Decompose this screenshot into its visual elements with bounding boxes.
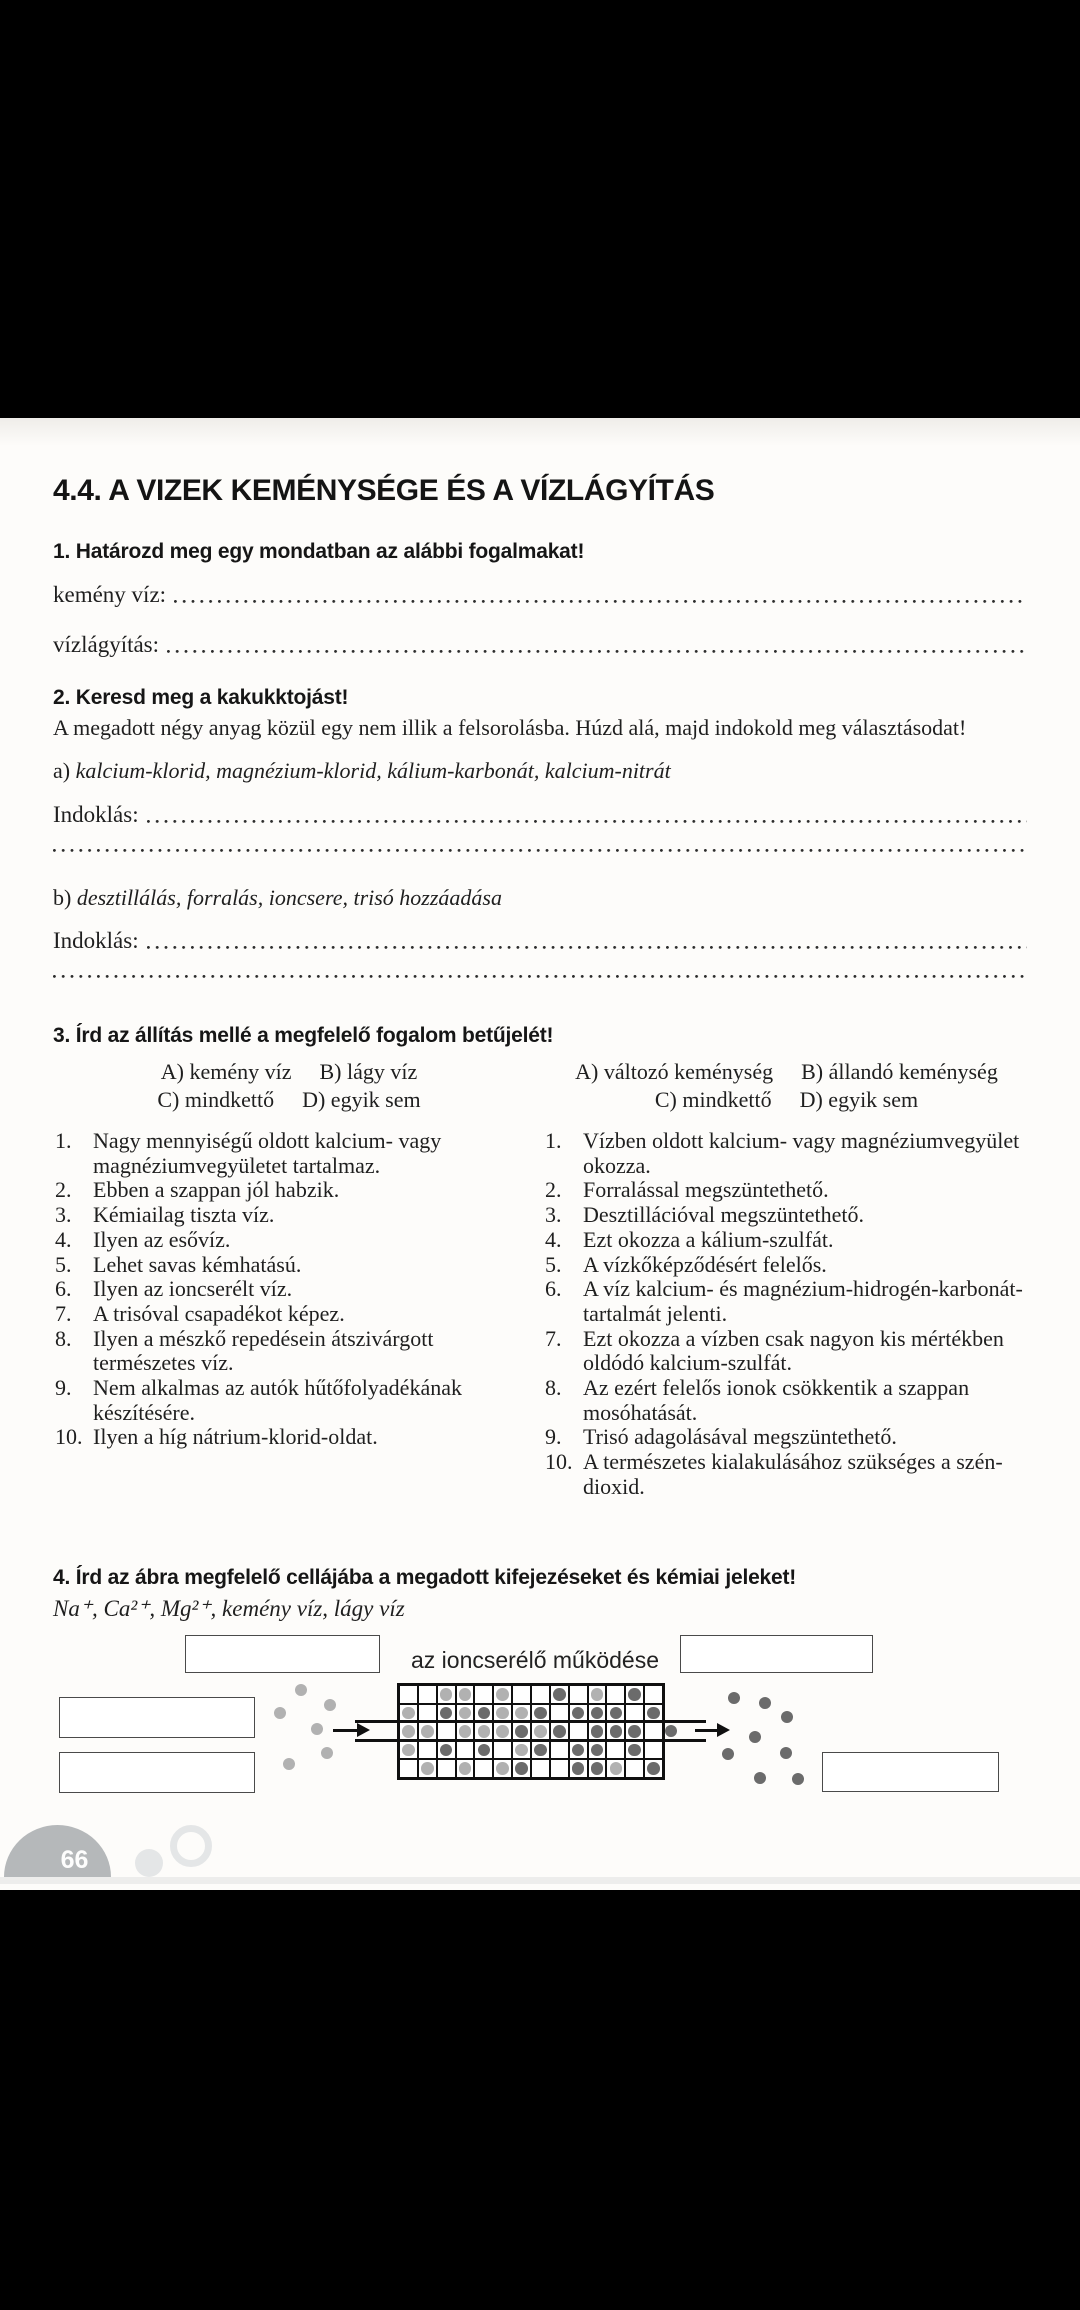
outflow-arrow-icon: [695, 1729, 718, 1732]
reason-label: Indoklás:: [53, 928, 139, 953]
resin-cell: [532, 1742, 549, 1759]
resin-cell: [475, 1686, 492, 1703]
statement-number: 1.: [55, 1128, 72, 1153]
statement-item: [545, 1178, 1028, 1203]
resin-cell: [607, 1760, 624, 1777]
resin-cell: [589, 1686, 606, 1703]
task3-right-column: [545, 1058, 1028, 1500]
ion-exchanger-diagram: [0, 1635, 1080, 1810]
dark-ion-dot: [591, 1744, 604, 1757]
statement-text: Nem alkalmas az autók hűtőfolyadékának készítésére.: [93, 1375, 462, 1425]
light-ion-dot: [459, 1725, 472, 1738]
resin-cell: [513, 1686, 530, 1703]
resin-cell: [626, 1723, 643, 1740]
word-list-a: [53, 758, 671, 784]
resin-cell: [457, 1723, 474, 1740]
statement-item: [55, 1178, 523, 1203]
resin-cell: [457, 1742, 474, 1759]
output-ion-dot: [728, 1692, 740, 1704]
dark-ion-dot: [572, 1707, 585, 1720]
answer-box-bottom-left: [59, 1752, 255, 1793]
output-ion-dot: [781, 1711, 793, 1723]
statement-text: Nagy mennyiségű oldott kalcium- vagy magnéziumvegyületet tartalmaz.: [93, 1128, 442, 1178]
outflow-arrowhead-icon: [717, 1723, 730, 1737]
word-list-b-items: desztillálás, forralás, ioncsere, trisó hozzáadása: [76, 885, 502, 910]
answer-line-softening: [53, 632, 1027, 658]
dark-ion-dot: [572, 1762, 585, 1775]
statement-text: A természetes kialakulásához szükséges a szén-dioxid.: [583, 1449, 1003, 1499]
light-ion-dot: [402, 1744, 415, 1757]
pipe-wall-bottom: [355, 1739, 706, 1743]
light-ion-dot: [591, 1688, 604, 1701]
input-ion-dot: [274, 1707, 286, 1719]
resin-cell: [494, 1742, 511, 1759]
option-label-b: B) állandó keménység: [801, 1059, 998, 1084]
answer-line-label: vízlágyítás:: [53, 632, 160, 657]
resin-cell: [532, 1760, 549, 1777]
resin-cell: [551, 1742, 568, 1759]
statement-text: Forralással megszüntethető.: [583, 1177, 829, 1203]
statement-number: 4.: [545, 1226, 562, 1252]
dotted-fill-line: [147, 820, 1027, 823]
dotted-fill-line: [147, 946, 1027, 949]
answer-line-label: kemény víz:: [53, 582, 167, 607]
light-ion-dot: [440, 1688, 453, 1701]
resin-cell: [589, 1760, 606, 1777]
chemical-terms-line: Na⁺, Ca²⁺, Mg²⁺, kemény víz, lágy víz: [53, 1596, 405, 1621]
statement-item: [545, 1253, 1028, 1278]
resin-cell: [589, 1723, 606, 1740]
resin-cell: [551, 1686, 568, 1703]
statement-text: Ebben a szappan jól habzik.: [93, 1177, 340, 1203]
option-label-a: A) változó keménység: [575, 1059, 774, 1084]
statement-number: 7.: [55, 1300, 72, 1326]
resin-cell: [457, 1686, 474, 1703]
dark-ion-dot: [628, 1744, 641, 1757]
dark-ion-dot: [478, 1707, 491, 1720]
statement-item: [545, 1425, 1028, 1450]
statement-item: [545, 1450, 1028, 1499]
answer-line-hard-water: [53, 582, 1027, 608]
option-label-d: D) egyik sem: [799, 1086, 919, 1112]
statement-number: 1.: [545, 1128, 562, 1153]
option-row: [545, 1086, 1028, 1114]
statement-number: 8.: [55, 1325, 72, 1351]
resin-cell: [551, 1723, 568, 1740]
statement-text: Ezt okozza a vízben csak nagyon kis mértékben oldódó kalcium-szulfát.: [583, 1325, 1004, 1376]
statement-item: [55, 1327, 523, 1376]
statement-list-right: [545, 1129, 1028, 1500]
option-label-a: A) kemény víz: [160, 1059, 292, 1084]
resin-cell: [570, 1742, 587, 1759]
light-ion-dot: [421, 1725, 434, 1738]
dark-ion-dot: [628, 1688, 641, 1701]
pipe-wall-top: [355, 1720, 706, 1724]
output-ion-dot: [759, 1697, 771, 1709]
resin-cell: [589, 1742, 606, 1759]
resin-cell: [419, 1723, 436, 1740]
input-ion-dot: [321, 1747, 333, 1759]
light-ion-dot: [496, 1725, 509, 1738]
dark-ion-dot: [553, 1725, 566, 1738]
word-list-a-items: kalcium-klorid, magnézium-klorid, kálium-karbonát, kalcium-nitrát: [75, 758, 671, 783]
option-label-b: B) lágy víz: [319, 1059, 418, 1084]
light-ion-dot: [496, 1707, 509, 1720]
footer-strip: [0, 1877, 1080, 1884]
resin-cell: [494, 1760, 511, 1777]
dark-ion-dot: [610, 1707, 623, 1720]
task3-left-column: [55, 1058, 523, 1500]
statement-number: 10.: [545, 1449, 573, 1475]
statement-item: [55, 1203, 523, 1228]
dotted-fill-line: [167, 650, 1027, 653]
reason-label: Indoklás:: [53, 802, 139, 827]
resin-cell: [494, 1723, 511, 1740]
statement-item: [55, 1425, 523, 1450]
dotted-fill-line: [53, 975, 1027, 978]
inflow-arrowhead-icon: [357, 1723, 370, 1737]
statement-number: 8.: [545, 1375, 562, 1401]
option-label-d: D) egyik sem: [302, 1086, 421, 1112]
resin-cell: [607, 1742, 624, 1759]
resin-cell: [551, 1760, 568, 1777]
statement-number: 3.: [55, 1202, 72, 1228]
dotted-fill-line: [53, 849, 1027, 852]
statement-item: [545, 1277, 1028, 1326]
answer-box-top-right: [680, 1635, 873, 1673]
output-ion-dot: [749, 1731, 761, 1743]
task3-heading: 3. Írd az állítás mellé a megfelelő fogalom betűjelét!: [53, 1024, 554, 1047]
input-ion-dot: [311, 1723, 323, 1735]
dark-ion-dot: [647, 1707, 660, 1720]
reason-line-a: [53, 802, 1027, 828]
statement-text: Trisó adagolásával megszüntethető.: [583, 1424, 897, 1450]
resin-cell: [438, 1760, 455, 1777]
decorative-ring: [170, 1825, 212, 1867]
resin-cell: [400, 1760, 417, 1777]
light-ion-dot: [459, 1707, 472, 1720]
resin-cell: [570, 1760, 587, 1777]
answer-box-mid-left: [59, 1697, 255, 1738]
resin-cell: [475, 1760, 492, 1777]
dark-ion-dot: [610, 1725, 623, 1738]
task1-heading: 1. Határozd meg egy mondatban az alábbi fogalmakat!: [53, 540, 585, 563]
resin-cell: [607, 1723, 624, 1740]
statement-text: A trisóval csapadékot képez.: [93, 1300, 345, 1326]
option-row: [55, 1086, 523, 1114]
resin-cell: [419, 1686, 436, 1703]
light-ion-dot: [478, 1725, 491, 1738]
dark-ion-dot: [591, 1707, 604, 1720]
statement-item: [55, 1129, 523, 1178]
statement-text: Ilyen a mészkő repedésein átszivárgott természetes víz.: [93, 1325, 434, 1376]
dotted-fill-line: [174, 600, 1027, 603]
statement-text: A víz kalcium- és magnézium-hidrogén-karbonát-tartalmát jelenti.: [583, 1276, 1023, 1326]
resin-cell: [645, 1760, 662, 1777]
light-ion-dot: [496, 1688, 509, 1701]
diagram-title: az ioncserélő működése: [410, 1647, 660, 1673]
light-ion-dot: [534, 1725, 547, 1738]
task2-intro: A megadott négy anyag közül egy nem illik a felsorolásba. Húzd alá, majd indokold meg választásodat!: [53, 715, 967, 740]
dark-ion-dot: [647, 1762, 660, 1775]
option-row: [55, 1058, 523, 1086]
statement-number: 5.: [55, 1251, 72, 1277]
page-title: 4.4. A VIZEK KEMÉNYSÉGE ÉS A VÍZLÁGYÍTÁS: [53, 474, 715, 507]
dark-ion-dot: [534, 1707, 547, 1720]
task3-columns: [55, 1058, 1028, 1500]
reason-line-b2: [53, 975, 1027, 983]
resin-cell: [419, 1742, 436, 1759]
statement-number: 10.: [55, 1424, 83, 1450]
dark-ion-dot: [515, 1762, 528, 1775]
statement-text: Ilyen az esővíz.: [93, 1226, 231, 1252]
resin-cell: [400, 1742, 417, 1759]
output-ion-dot: [722, 1748, 734, 1760]
statement-item: [55, 1376, 523, 1425]
statement-text: Desztillációval megszüntethető.: [583, 1202, 865, 1228]
light-ion-dot: [421, 1762, 434, 1775]
resin-cell: [645, 1686, 662, 1703]
statement-number: 4.: [55, 1226, 72, 1252]
statement-number: 9.: [55, 1375, 72, 1401]
light-ion-dot: [610, 1762, 623, 1775]
option-label-c: C) mindkettő: [654, 1086, 772, 1112]
output-ion-dot: [665, 1725, 677, 1737]
statement-item: [55, 1228, 523, 1253]
resin-cell: [419, 1760, 436, 1777]
list-prefix: b): [53, 885, 72, 910]
word-list-b: [53, 885, 502, 911]
workbook-page: [0, 418, 1080, 1890]
dark-ion-dot: [591, 1725, 604, 1738]
ion-exchanger-resin-grid: [397, 1683, 665, 1780]
statement-number: 6.: [55, 1276, 72, 1302]
resin-cell: [570, 1686, 587, 1703]
resin-cell: [626, 1742, 643, 1759]
resin-cell: [475, 1723, 492, 1740]
dark-ion-dot: [591, 1762, 604, 1775]
light-ion-dot: [459, 1762, 472, 1775]
reason-line-a2: [53, 849, 1027, 857]
statement-number: 7.: [545, 1325, 562, 1351]
light-ion-dot: [402, 1707, 415, 1720]
dark-ion-dot: [440, 1744, 453, 1757]
statement-text: Ilyen az ioncserélt víz.: [93, 1276, 293, 1302]
statement-text: Lehet savas kémhatású.: [93, 1251, 302, 1277]
dark-ion-dot: [515, 1725, 528, 1738]
statement-text: Az ezért felelős ionok csökkentik a szappan mosóhatását.: [583, 1375, 970, 1425]
output-ion-dot: [792, 1773, 804, 1785]
resin-cell: [626, 1760, 643, 1777]
statement-number: 2.: [55, 1177, 72, 1203]
option-label-c: C) mindkettő: [157, 1086, 275, 1112]
resin-cell: [513, 1742, 530, 1759]
decorative-circle: [135, 1849, 163, 1877]
statement-item: [545, 1327, 1028, 1376]
inflow-arrow-icon: [333, 1729, 358, 1732]
resin-cell: [532, 1686, 549, 1703]
statement-item: [545, 1129, 1028, 1178]
resin-cell: [438, 1723, 455, 1740]
light-ion-dot: [515, 1744, 528, 1757]
statement-number: 6.: [545, 1276, 562, 1302]
dark-ion-dot: [553, 1688, 566, 1701]
light-ion-dot: [515, 1707, 528, 1720]
resin-cell: [513, 1760, 530, 1777]
statement-item: [55, 1277, 523, 1302]
statement-number: 3.: [545, 1202, 562, 1228]
resin-cell: [607, 1686, 624, 1703]
list-prefix: a): [53, 758, 71, 783]
statement-item: [545, 1376, 1028, 1425]
statement-item: [545, 1228, 1028, 1253]
answer-box-bottom-right: [822, 1752, 999, 1792]
page-number: 66: [60, 1846, 89, 1874]
dark-ion-dot: [628, 1725, 641, 1738]
resin-cell: [475, 1742, 492, 1759]
light-ion-dot: [496, 1762, 509, 1775]
resin-cell: [494, 1686, 511, 1703]
statement-text: Ilyen a híg nátrium-klorid-oldat.: [93, 1424, 378, 1450]
resin-cell: [438, 1686, 455, 1703]
dark-ion-dot: [572, 1744, 585, 1757]
dark-ion-dot: [440, 1707, 453, 1720]
output-ion-dot: [780, 1747, 792, 1759]
statement-item: [55, 1302, 523, 1327]
light-ion-dot: [459, 1688, 472, 1701]
resin-cell: [457, 1760, 474, 1777]
input-ion-dot: [283, 1758, 295, 1770]
statement-item: [55, 1253, 523, 1278]
resin-cell: [400, 1686, 417, 1703]
task4-heading: 4. Írd az ábra megfelelő cellájába a megadott kifejezéseket és kémiai jeleket!: [53, 1566, 797, 1589]
resin-cell: [645, 1742, 662, 1759]
statement-list-left: [55, 1129, 523, 1450]
statement-text: Ezt okozza a kálium-szulfát.: [583, 1226, 834, 1252]
reason-line-b: [53, 928, 1027, 954]
resin-cell: [532, 1723, 549, 1740]
dark-ion-dot: [478, 1744, 491, 1757]
statement-text: Kémiailag tiszta víz.: [93, 1202, 275, 1228]
input-ion-dot: [295, 1684, 307, 1696]
resin-cell: [626, 1686, 643, 1703]
output-ion-dot: [754, 1772, 766, 1784]
statement-number: 5.: [545, 1251, 562, 1277]
task2-heading: 2. Keresd meg a kakukktojást!: [53, 686, 349, 709]
statement-text: Vízben oldott kalcium- vagy magnéziumvegyület okozza.: [583, 1128, 1020, 1178]
resin-cell: [513, 1723, 530, 1740]
resin-cell: [570, 1723, 587, 1740]
light-ion-dot: [402, 1725, 415, 1738]
statement-number: 2.: [545, 1177, 562, 1203]
statement-number: 9.: [545, 1424, 562, 1450]
dark-ion-dot: [534, 1744, 547, 1757]
input-ion-dot: [324, 1699, 336, 1711]
resin-cell: [438, 1742, 455, 1759]
option-row: [545, 1058, 1028, 1086]
resin-cell: [400, 1723, 417, 1740]
answer-box-top-left: [185, 1635, 380, 1673]
page-number-badge: [4, 1825, 111, 1877]
statement-item: [545, 1203, 1028, 1228]
statement-text: A vízkőképződésért felelős.: [583, 1251, 827, 1277]
resin-cell: [645, 1723, 662, 1740]
